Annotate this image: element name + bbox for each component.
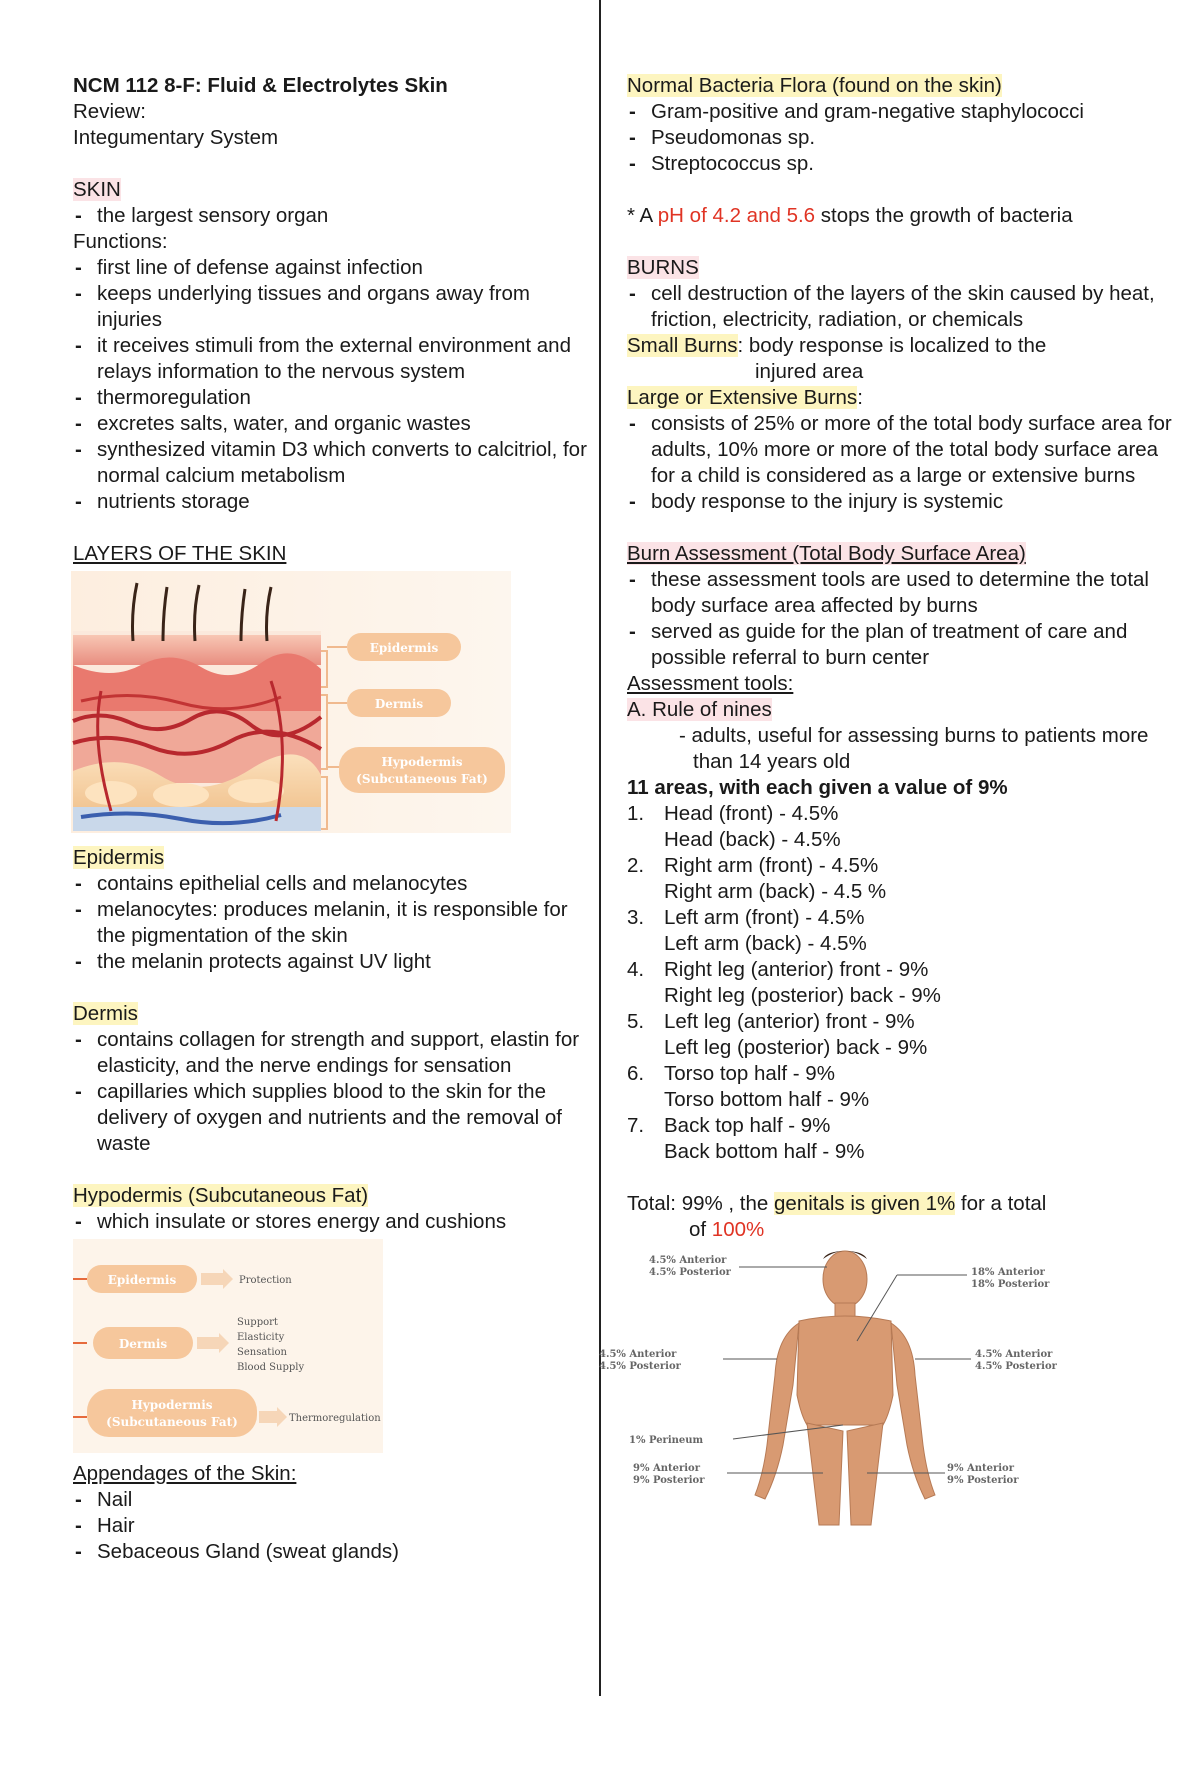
list-item: - first line of defense against infection [73,255,593,281]
skin-cross-section-illustration [71,571,511,833]
appendages-list [73,1487,593,1565]
burns-list [627,281,1172,333]
assessment-tools-label: Assessment tools: [627,672,794,695]
areas-statement: 11 areas, with each given a value of 9% [627,776,1008,799]
list-item: - Nail [73,1487,593,1513]
assessment-heading: Burn Assessment (Total Body Surface Area) [627,542,1026,565]
figure-label-dermis: Dermis [374,697,424,711]
label-right-leg-anterior: 9% Anterior [947,1463,1014,1474]
func-label-dermis: Dermis [118,1337,168,1351]
ph-note: * A pH of 4.2 and 5.6 stops the growth of bacteria [627,204,1073,227]
skin-functions-diagram [73,1239,383,1453]
label-left-arm-anterior: 4.5% Anterior [599,1349,677,1360]
skin-functions-figure [73,1239,593,1453]
flora-list [627,99,1172,177]
list-item: 5. Left leg (anterior) front - 9% Left leg (posterior) back - 9% [627,1010,928,1059]
list-item: - Streptococcus sp. [627,151,1172,177]
list-item: - served as guide for the plan of treatment of care and possible referral to burn center [627,619,1172,671]
label-right-arm-posterior: 4.5% Posterior [975,1361,1057,1372]
func-label-epidermis: Epidermis [107,1273,177,1287]
list-item: - Pseudomonas sp. [627,125,1172,151]
list-item: 6. Torso top half - 9% Torso bottom half - 9% [627,1062,870,1111]
list-item: - cell destruction of the layers of the skin caused by heat, friction, electricity, radiation, or chemicals [627,281,1172,333]
list-item: - nutrients storage [73,489,593,515]
skin-description [73,203,593,229]
total-continuation: of 100% [689,1218,765,1241]
functions-list [73,255,593,515]
large-burns-label: Large or Extensive Burns [627,386,858,409]
label-torso-posterior: 18% Posterior [971,1279,1050,1290]
burns-heading: BURNS [627,256,699,279]
label-left-leg-anterior: 9% Anterior [633,1463,700,1474]
epidermis-list [73,871,593,975]
list-item: - contains collagen for strength and support, elastin for elasticity, and the nerve endings for sensation [73,1027,593,1079]
func-label-thermoregulation: Thermoregulation [289,1413,381,1424]
dermis-list [73,1027,593,1157]
label-right-arm-anterior: 4.5% Anterior [975,1349,1053,1360]
epidermis-heading: Epidermis [73,846,165,869]
func-label-hypodermis-sub: (Subcutaneous Fat) [106,1415,238,1429]
total-statement: Total: 99% , the genitals is given 1% for a total [627,1192,1047,1215]
figure-label-hypodermis-sub: (Subcutaneous Fat) [356,772,488,786]
rule-of-nines-label: A. Rule of nines [627,698,772,721]
flora-heading: Normal Bacteria Flora (found on the skin) [627,74,1002,97]
list-item: - it receives stimuli from the external environment and relays information to the nervous system [73,333,593,385]
func-label-hypodermis: Hypodermis [131,1398,213,1412]
large-burns-list [627,411,1172,515]
genitals-highlight: genitals is given 1% [774,1192,956,1215]
list-item: - Gram-positive and gram-negative staphylococci [627,99,1172,125]
list-item: - capillaries which supplies blood to the skin for the delivery of oxygen and nutrients and the removal of waste [73,1079,593,1157]
list-item: - excretes salts, water, and organic wastes [73,411,593,437]
list-item: - these assessment tools are used to determine the total body surface area affected by burns [627,567,1172,619]
list-item: 3. Left arm (front) - 4.5% Left arm (back) - 4.5% [627,906,867,955]
right-column [599,0,1172,1769]
list-item: - consists of 25% or more of the total body surface area for adults, 10% more or more of the total body surface area for a child is considered as a large or extensive burns [627,411,1172,489]
total-percent: 100% [711,1218,765,1241]
rule-of-nines-list [627,801,1172,1165]
appendages-heading: Appendages of the Skin: [73,1462,297,1485]
review-label: Review: [73,100,146,123]
figure-label-epidermis: Epidermis [369,641,439,655]
dermis-heading: Dermis [73,1002,138,1025]
list-item: 2. Right arm (front) - 4.5% Right arm (back) - 4.5 % [627,854,887,903]
large-burns: Large or Extensive Burns: [627,386,863,409]
list-item: 7. Back top half - 9% Back bottom half - 9% [627,1114,865,1163]
column-divider [599,0,601,1696]
assessment-list [627,567,1172,671]
label-head-anterior: 4.5% Anterior [649,1255,727,1266]
left-column [73,0,593,1769]
list-item: 4. Right leg (anterior) front - 9% Right leg (posterior) back - 9% [627,958,941,1007]
system-label: Integumentary System [73,126,279,149]
list-item: - Sebaceous Gland (sweat glands) [73,1539,593,1565]
list-item: - keeps underlying tissues and organs away from injuries [73,281,593,333]
ph-range: pH of 4.2 and 5.6 [657,204,816,227]
small-burns-continuation: injured area [755,360,864,383]
list-item: 1. Head (front) - 4.5% Head (back) - 4.5% [627,802,841,851]
skin-layers-figure [71,571,593,833]
list-item: - the largest sensory organ [73,203,593,229]
rule-of-nines-description: - adults, useful for assessing burns to patients more than 14 years old [679,724,1149,773]
list-item: - the melanin protects against UV light [73,949,593,975]
label-right-leg-posterior: 9% Posterior [947,1475,1019,1486]
rule-of-nines-body-figure [599,1245,1172,1535]
label-perineum: 1% Perineum [629,1435,704,1446]
body-outline-illustration [599,1245,1097,1535]
func-label-blood-supply: Blood Supply [237,1362,305,1373]
hypodermis-list [73,1209,593,1235]
label-left-arm-posterior: 4.5% Posterior [599,1361,681,1372]
functions-label: Functions: [73,230,168,253]
list-item: - thermoregulation [73,385,593,411]
label-left-leg-posterior: 9% Posterior [633,1475,705,1486]
page-title: NCM 112 8-F: Fluid & Electrolytes Skin [73,74,448,97]
small-burns: Small Burns: body response is localized to the [627,334,1047,357]
func-label-support: Support [237,1317,278,1328]
hypodermis-heading: Hypodermis (Subcutaneous Fat) [73,1184,369,1207]
small-burns-label: Small Burns [627,334,738,357]
label-torso-anterior: 18% Anterior [971,1267,1045,1278]
list-item: - contains epithelial cells and melanocytes [73,871,593,897]
figure-label-hypodermis: Hypodermis [381,755,463,769]
skin-heading: SKIN [73,178,121,201]
layers-heading: LAYERS OF THE SKIN [73,542,287,565]
func-label-elasticity: Elasticity [237,1332,285,1343]
list-item: - body response to the injury is systemic [627,489,1172,515]
list-item: - Hair [73,1513,593,1539]
func-label-protection: Protection [239,1275,292,1286]
func-label-sensation: Sensation [237,1347,287,1358]
list-item: - which insulate or stores energy and cushions [73,1209,593,1235]
list-item: - synthesized vitamin D3 which converts to calcitriol, for normal calcium metabolism [73,437,593,489]
label-head-posterior: 4.5% Posterior [649,1267,731,1278]
list-item: - melanocytes: produces melanin, it is responsible for the pigmentation of the skin [73,897,593,949]
